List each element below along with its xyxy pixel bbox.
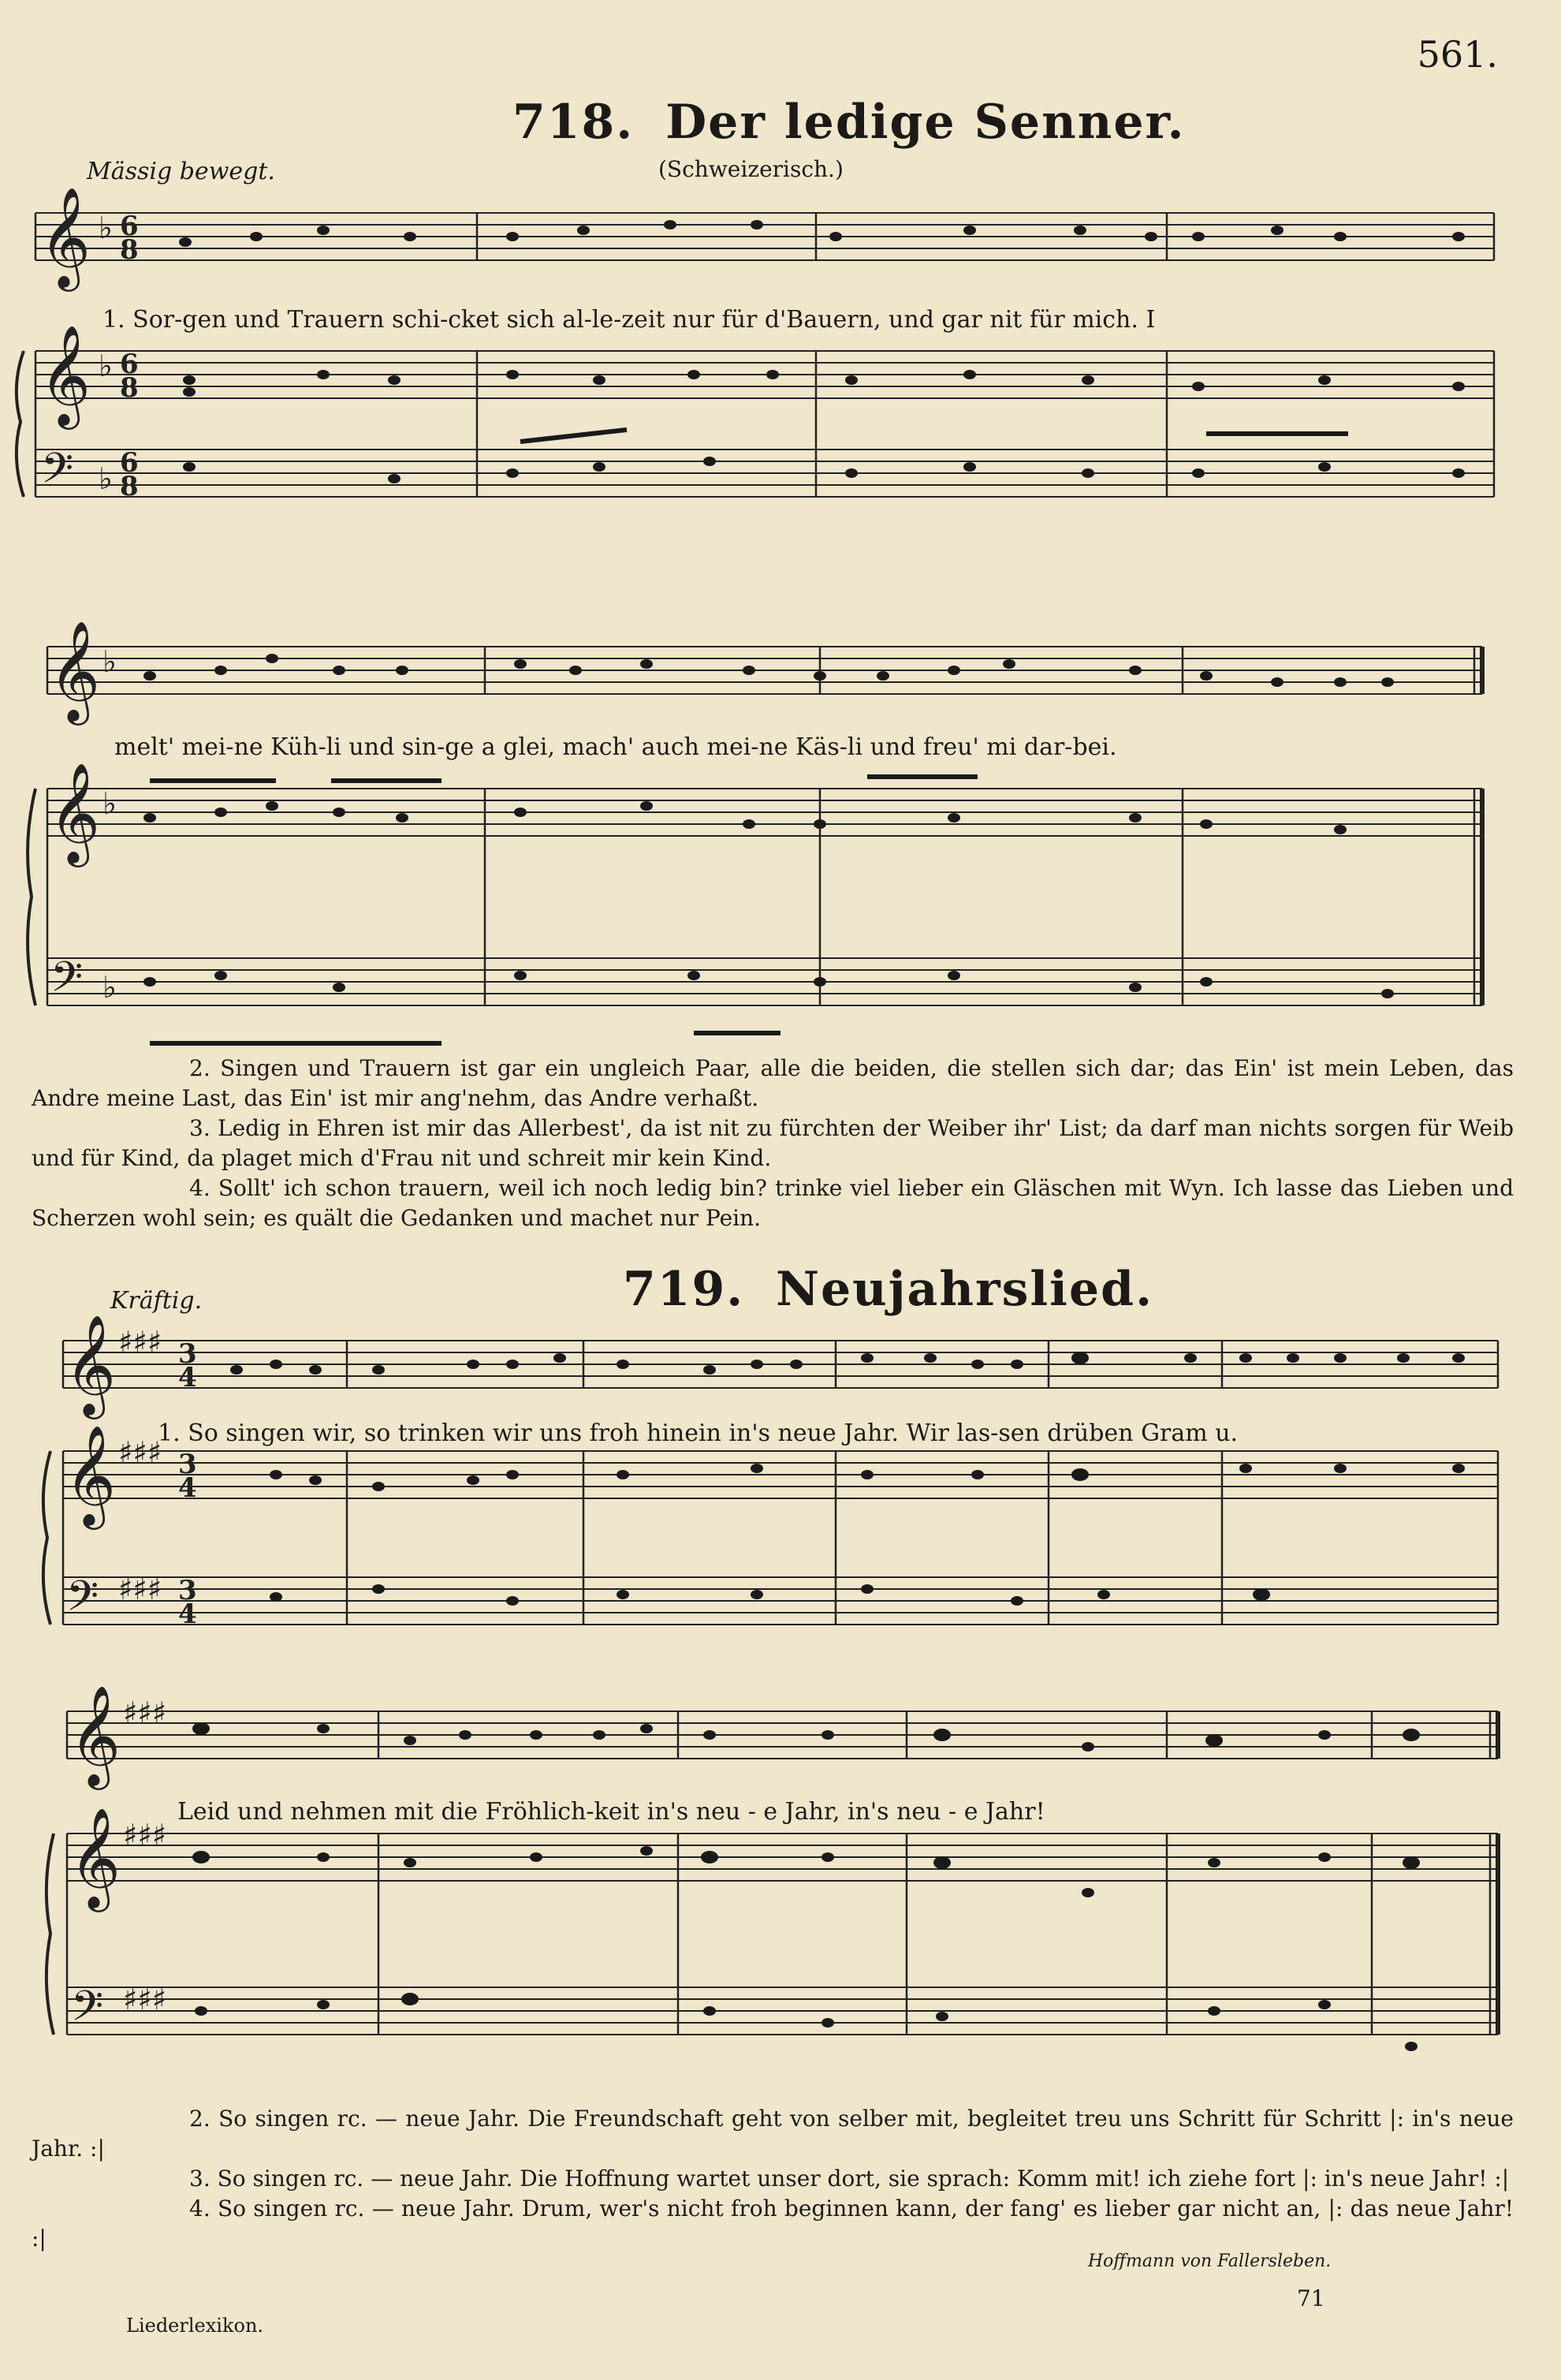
svg-text:𝄞: 𝄞	[49, 620, 101, 721]
svg-text:4: 4	[178, 1362, 197, 1393]
song-719-number: 719.	[623, 1262, 745, 1317]
song-718-lyrics-line-1: 1. Sor-gen und Trauern schi-cket sich al-le-zeit nur für d'Bauern, und gar nit für mich. I	[102, 306, 1156, 334]
svg-text:4: 4	[178, 1598, 197, 1630]
song-719-system-2	[0, 1684, 1561, 2090]
song-719-heading	[623, 1262, 1153, 1317]
song-719-verses	[32, 2104, 1514, 2254]
svg-text:6: 6	[120, 211, 139, 242]
song-718-lyrics-line-2: melt' mei-ne Küh-li und sin-ge a glei, mach' auch mei-ne Käs-li und freu' mi dar-bei.	[114, 733, 1117, 761]
bass-clef-icon: 𝄢	[41, 445, 74, 503]
song-718-verse-2: 2. Singen und Trauern ist gar ein ungleich Paar, alle die beiden, die stellen sich dar; das Ein' ist mein Leben, das Andre meine Last, das Ein' ist mir ang'nehm, das Andre verhaßt.	[32, 1055, 1514, 1111]
song-718-tempo: Mässig bewegt.	[87, 158, 275, 185]
footer-left: Liederlexikon.	[126, 2315, 264, 2337]
svg-text:♯♯♯: ♯♯♯	[123, 1818, 167, 1852]
song-718-system-2	[0, 620, 1561, 1057]
footer-signature: 71	[1297, 2285, 1325, 2311]
svg-text:♭: ♭	[99, 349, 113, 383]
svg-text:♯♯♯: ♯♯♯	[118, 1572, 162, 1606]
svg-text:8: 8	[120, 372, 139, 404]
svg-text:4: 4	[178, 1472, 197, 1504]
song-718-number: 718.	[512, 95, 635, 150]
song-719-system-1	[0, 1314, 1561, 1656]
song-718-verse-4: 4. Sollt' ich schon trauern, weil ich noch ledig bin? trinke viel lieber ein Gläschen mit Wyn. Ich lasse das Lieben und Scherzen wohl sein; es quält die Gedanken und machet nur Pein.	[32, 1175, 1514, 1231]
svg-text:𝄢: 𝄢	[66, 1572, 99, 1631]
svg-text:𝄞: 𝄞	[65, 1424, 117, 1525]
svg-text:8: 8	[120, 471, 139, 502]
svg-text:3: 3	[178, 1575, 197, 1606]
treble-clef-icon: 𝄞	[39, 186, 91, 287]
song-718-verse-3: 3. Ledig in Ehren ist mir das Allerbest', da ist nit zu fürchten der Weiber ihr' List; da darf man nichts sorgen für Weib und für Kind, da plaget mich d'Frau nit und schreit mir kein Kind.	[32, 1115, 1514, 1171]
piano-brace	[17, 351, 24, 497]
svg-text:𝄢: 𝄢	[71, 1983, 104, 2041]
song-718-verses	[32, 1054, 1514, 1233]
song-719-lyrics-line-2: Leid und nehmen mit die Fröhlich-keit in's neu - e Jahr, in's neu - e Jahr!	[177, 1798, 1045, 1826]
svg-text:𝄞: 𝄞	[39, 324, 91, 425]
song-718-heading	[512, 95, 1186, 150]
svg-text:♭: ♭	[99, 461, 113, 496]
svg-text:8: 8	[120, 234, 139, 266]
song-719-verse-3: 3. So singen rc. — neue Jahr. Die Hoffnung wartet unser dort, sie sprach: Komm mit! ich ziehe fort |: in's neue Jahr! :|	[189, 2166, 1510, 2192]
song-718-system-1	[0, 186, 1561, 607]
svg-text:𝄞: 𝄞	[69, 1807, 121, 1908]
svg-text:𝄞: 𝄞	[49, 762, 101, 863]
song-719-tempo: Kräftig.	[110, 1287, 203, 1315]
svg-text:𝄞: 𝄞	[69, 1684, 121, 1785]
svg-text:𝄢: 𝄢	[50, 953, 84, 1012]
svg-text:♭: ♭	[102, 970, 117, 1005]
song-718-title: Der ledige Senner.	[665, 95, 1186, 150]
svg-text:♭: ♭	[102, 786, 117, 821]
svg-text:3: 3	[178, 1449, 197, 1480]
song-719-title: Neujahrslied.	[776, 1262, 1153, 1317]
song-719-credit: Hoffmann von Fallersleben.	[1088, 2251, 1332, 2271]
svg-text:♯♯♯: ♯♯♯	[118, 1435, 162, 1470]
svg-text:6: 6	[120, 349, 139, 380]
song-719-verse-2: 2. So singen rc. — neue Jahr. Die Freundschaft geht von selber mit, begleitet treu uns Schritt für Schritt |: in's neue Jahr. :|	[32, 2106, 1514, 2162]
svg-text:♭: ♭	[99, 211, 113, 245]
svg-text:♯♯♯: ♯♯♯	[118, 1325, 162, 1360]
svg-text:♭: ♭	[102, 644, 117, 679]
svg-text:3: 3	[178, 1338, 197, 1370]
page-number: 561.	[1417, 33, 1498, 76]
svg-text:♯♯♯: ♯♯♯	[123, 1695, 167, 1730]
song-718-subtitle: (Schweizerisch.)	[658, 156, 844, 182]
song-719-verse-4: 4. So singen rc. — neue Jahr. Drum, wer's nicht froh beginnen kann, der fang' es lieber gar nicht an, |: das neue Jahr! :|	[32, 2195, 1514, 2251]
svg-text:♯♯♯: ♯♯♯	[123, 1982, 167, 2016]
song-719-lyrics-line-1: 1. So singen wir, so trinken wir uns froh hinein in's neue Jahr. Wir las-sen drüben Gram u.	[158, 1419, 1239, 1447]
svg-text:𝄞: 𝄞	[65, 1314, 117, 1415]
svg-text:6: 6	[120, 447, 139, 479]
